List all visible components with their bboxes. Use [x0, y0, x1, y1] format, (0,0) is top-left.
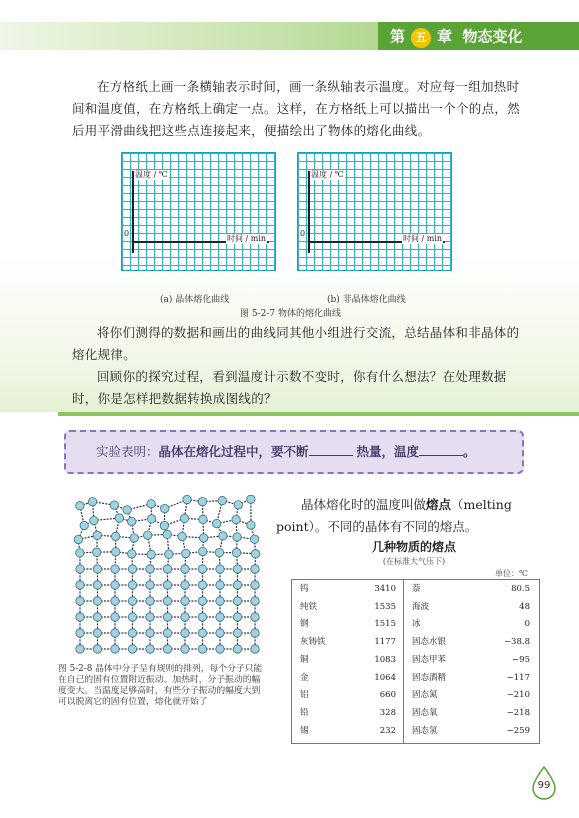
page-number-text: 99 [537, 780, 551, 791]
noncrystal-melting-grid [297, 152, 452, 271]
table-divider [403, 580, 404, 743]
fill-blank-1 [309, 444, 353, 456]
table-row: 金 1064 [300, 672, 396, 683]
table-title: 几种物质的熔点 [371, 540, 456, 554]
review-paragraph: 回顾你的探究过程，看到温度计示数不变时，你有什么想法？在处理数据时，你是怎样把数据转换成图线的？ [72, 369, 507, 406]
table-row: 萘 80.5 [412, 584, 530, 594]
table-row: 纯铁 1535 [300, 601, 396, 612]
x-axis-label: 时间 / min [403, 234, 443, 243]
table-row: 钨 3410 [300, 584, 396, 594]
caption-b: (b) 非晶体熔化曲线 [327, 295, 406, 305]
crystal-lattice-illustration [68, 495, 268, 660]
exchange-paragraph: 将你们测得的数据和画出的曲线同其他小组进行交流，总结晶体和非晶体的熔化规律。 [72, 325, 520, 362]
conclusion-end: 。 [463, 444, 476, 459]
chapter-prefix: 第 [390, 27, 406, 46]
table-row: 固态氧 −218 [412, 707, 530, 718]
y-axis-label: 温度 / ℃ [135, 170, 168, 179]
y-axis-label: 温度 / ℃ [311, 170, 344, 179]
melting-point-term: 熔点 [426, 497, 452, 512]
chapter-suffix: 章 [437, 27, 453, 46]
chapter-number-badge: 五 [411, 28, 431, 48]
melting-point-table [291, 579, 540, 744]
figure-527-caption: 图 5-2-7 物体的熔化曲线 [240, 309, 341, 319]
conclusion-part2: 热量，温度 [356, 444, 420, 459]
caption-a: (a) 晶体熔化曲线 [160, 295, 230, 305]
conclusion-text [96, 432, 476, 472]
table-row: 海波 48 [412, 601, 530, 612]
origin-label: 0 [300, 229, 306, 238]
table-row: 锡 232 [300, 725, 396, 736]
melting-point-paragraph [276, 494, 546, 538]
table-row: 钢 1515 [300, 619, 396, 630]
table-unit: 单位：℃ [495, 569, 528, 578]
page-number [531, 766, 557, 800]
table-row: 固态氮 −210 [412, 690, 530, 701]
intro-paragraph: 在方格纸上画一条横轴表示时间，画一条纵轴表示温度。对应每一组加热时间和温度值，在方格纸上确定一点。这样，在方格纸上可以描出一个个的点，然后用平滑曲线把这些点连接起来，便描绘出了物体的熔化曲线。 [72, 79, 521, 138]
crystal-melting-grid [121, 152, 276, 271]
table-subtitle: (在标准大气压下) [382, 557, 446, 566]
fill-blank-2 [419, 444, 463, 456]
x-axis-label: 时间 / min [227, 234, 267, 243]
table-row: 铅 328 [300, 707, 396, 718]
lattice-bonds [78, 499, 255, 649]
table-row: 固态酒精 −117 [412, 672, 530, 683]
chapter-name: 物态变化 [462, 27, 523, 46]
table-row: 铝 660 [300, 690, 396, 701]
table-row: 冰 0 [412, 619, 530, 630]
experiment-conclusion-banner [64, 430, 524, 474]
table-row: 固态氢 −259 [412, 725, 530, 736]
conclusion-lead: 实验表明： [96, 444, 159, 459]
figure-528-caption: 图 5-2-8 晶体中分子呈有规则的排列，每个分子只能在自己的固有位置附近振动。加热时，分子振动的幅度变大。当温度足够高时，有些分子振动的幅度大到可以脱离它的固有位置，熔化就开始了 [58, 664, 263, 707]
table-row: 固态甲苯 −95 [412, 654, 530, 665]
chapter-title [390, 24, 523, 48]
table-row: 灰铸铁 1177 [300, 637, 396, 648]
origin-label: 0 [124, 229, 130, 238]
conclusion-part1: 晶体在熔化过程中，要不断 [158, 444, 309, 459]
table-row: 铜 1083 [300, 654, 396, 665]
section-rule [58, 412, 579, 416]
melting-text-part1: 晶体熔化时的温度叫做 [301, 497, 427, 512]
melting-text-part2: （melting point）。不同的晶体有不同的熔点。 [276, 497, 512, 534]
table-row: 固态水银 −38.8 [412, 637, 530, 648]
